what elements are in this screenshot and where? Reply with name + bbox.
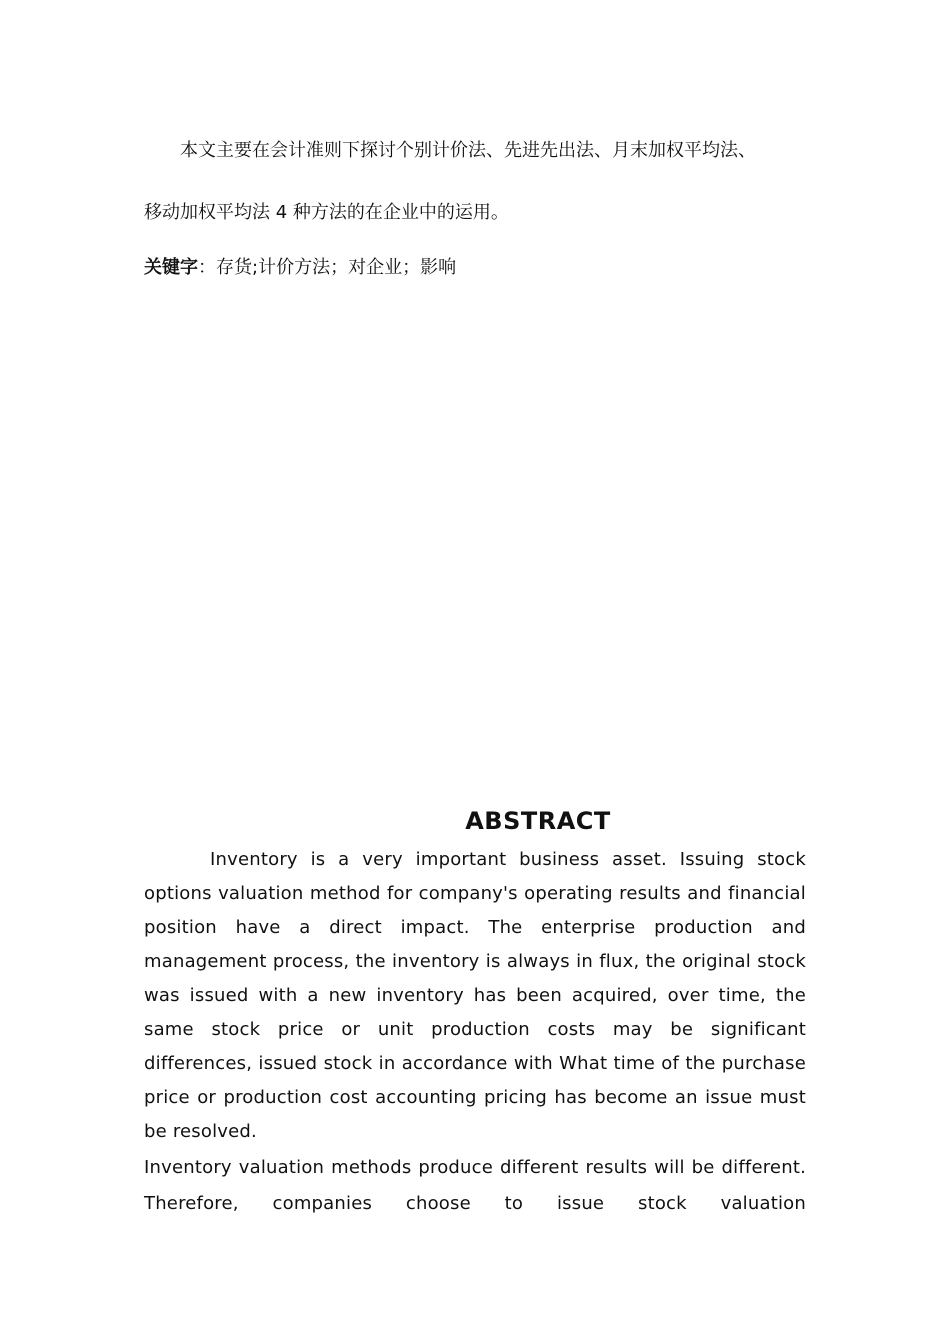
keywords-label: 关键字: [144, 257, 198, 278]
abstract-paragraph-1: Inventory is a very important business asset. Issuing stock options valuation method for company's operating results and financial position have a direct impact. The enterprise production and management process, the inventory is always in flux, the original stock was issued with a new inventory has been acquired, over time, the same stock price or unit production costs may be significant differences, issued stock in accordance with What time of the purchase price or production cost accounting pricing has become an issue must be resolved.: [144, 849, 806, 1142]
chinese-abstract-text-1: 本文主要在会计准则下探讨个别计价法、先进先出法、月末加权平均法、: [180, 140, 756, 161]
keywords-text: ：存货;计价方法；对企业；影响: [198, 257, 457, 278]
abstract-heading: ABSTRACT: [465, 807, 611, 835]
keywords-line: [144, 255, 456, 281]
chinese-abstract-line-2: 移动加权平均法 4 种方法的在企业中的运用。: [144, 202, 509, 223]
abstract-paragraph-2: Inventory valuation methods produce different results will be different. Therefore, companies choose to issue stock valuation: [144, 1157, 806, 1214]
chinese-abstract-line-1: [144, 120, 806, 182]
